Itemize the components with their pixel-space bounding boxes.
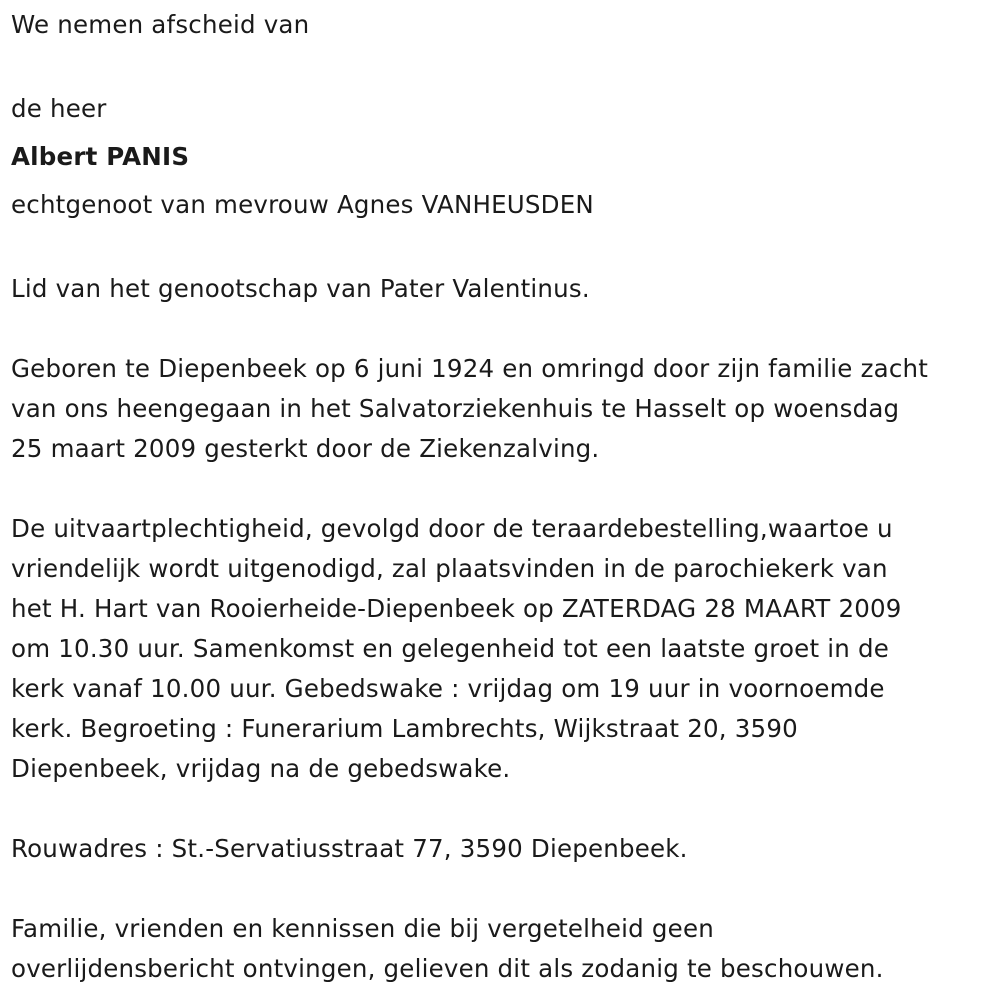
mourning-address: Rouwadres : St.-Servatiusstraat 77, 3590 Diepenbeek. bbox=[11, 834, 688, 863]
paragraph-gap bbox=[11, 309, 996, 349]
paragraph-line: vriendelijk wordt uitgenodigd, zal plaatsvinden in de parochiekerk van bbox=[11, 554, 888, 583]
closing-paragraph bbox=[11, 909, 996, 989]
paragraph-line: 25 maart 2009 gesterkt door de Ziekenzalving. bbox=[11, 434, 600, 463]
paragraph-gap bbox=[11, 869, 996, 909]
deceased-name: Albert PANIS bbox=[11, 142, 190, 171]
paragraph-line: van ons heengegaan in het Salvatorziekenhuis te Hasselt op woensdag bbox=[11, 394, 900, 423]
paragraph-line: De uitvaartplechtigheid, gevolgd door de teraardebestelling,waartoe u bbox=[11, 514, 893, 543]
paragraph-line: Diepenbeek, vrijdag na de gebedswake. bbox=[11, 754, 511, 783]
paragraph-gap bbox=[11, 469, 996, 509]
paragraph-line: Familie, vrienden en kennissen die bij vergetelheid geen bbox=[11, 914, 714, 943]
paragraph-line: om 10.30 uur. Samenkomst en gelegenheid tot een laatste groet in de bbox=[11, 634, 889, 663]
birth-death-paragraph bbox=[11, 349, 996, 469]
title-text: de heer bbox=[11, 94, 107, 123]
paragraph-line: Geboren te Diepenbeek op 6 juni 1924 en omringd door zijn familie zacht bbox=[11, 354, 929, 383]
obituary-notice bbox=[11, 5, 996, 989]
spouse-text: echtgenoot van mevrouw Agnes VANHEUSDEN bbox=[11, 190, 594, 219]
paragraph-line: overlijdensbericht ontvingen, gelieven dit als zodanig te beschouwen. bbox=[11, 954, 884, 983]
paragraph-gap bbox=[11, 789, 996, 829]
intro-text: We nemen afscheid van bbox=[11, 10, 310, 39]
paragraph-line: het H. Hart van Rooierheide-Diepenbeek op ZATERDAG 28 MAART 2009 bbox=[11, 594, 902, 623]
paragraph-line: kerk. Begroeting : Funerarium Lambrechts, Wijkstraat 20, 3590 bbox=[11, 714, 798, 743]
paragraph-gap bbox=[11, 229, 996, 269]
paragraph-line: kerk vanaf 10.00 uur. Gebedswake : vrijdag om 19 uur in voornoemde bbox=[11, 674, 885, 703]
ceremony-paragraph bbox=[11, 509, 996, 789]
membership-text: Lid van het genootschap van Pater Valentinus. bbox=[11, 274, 590, 303]
